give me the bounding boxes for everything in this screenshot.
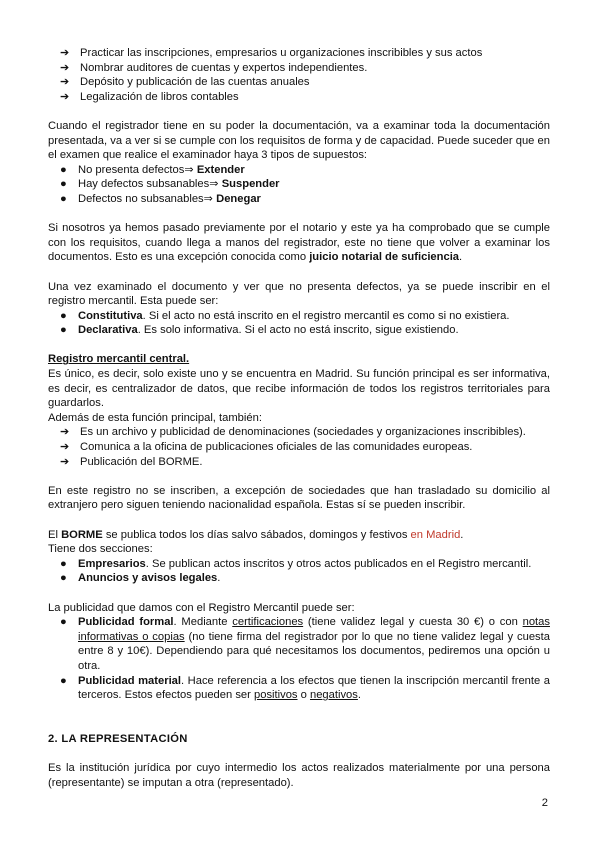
list-item: ● Hay defectos subsanables⇒ Suspender — [60, 178, 280, 191]
list-item: ● Constitutiva. Si el acto no está inscrito en el registro mercantil es como si no existiera. — [60, 309, 510, 322]
list-item: ➔ Es un archivo y publicidad de denominaciones (sociedades y organizaciones inscribibles). — [60, 426, 526, 439]
list-item: ➔ Legalización de libros contables — [60, 90, 239, 103]
heading-registro-central: Registro mercantil central. — [48, 353, 190, 366]
registro-funciones-list — [48, 425, 550, 469]
arrow-list-top — [48, 46, 550, 104]
list-item: ● Publicidad formal. Mediante certificaciones (tiene validez legal y cuesta 30 €) o con notas informativas o copias (no tiene firma del registrador por lo que no tiene validez legal y cuesta entre 8 y 10€). Dependiendo para qué necesitamos los documentos, pediremos una opción u otra. — [60, 616, 550, 672]
paragraph-representacion: Es la institución jurídica por cuyo intermedio los actos realizados materialmente por una persona (representante) se imputan a otra (representado). — [48, 762, 550, 789]
paragraph-notario: Si nosotros ya hemos pasado previamente por el notario y este ya ha comprobado que se cumple con los requisitos, cuando llega a manos del registrador, este no tiene que volver a examinar los documentos. Esto es una excepción conocida como juicio notarial de suficiencia. — [48, 222, 550, 264]
inscripcion-list — [48, 309, 550, 338]
paragraph-extranjero: En este registro no se inscriben, a excepción de sociedades que han trasladado su domicilio al extranjero pero siguen teniendo nacionalidad española. Estas sí se pueden inscribir. — [48, 484, 550, 512]
list-item: ● Defectos no subsanables⇒ Denegar — [60, 192, 261, 205]
paragraph-examen: Cuando el registrador tiene en su poder la documentación, va a examinar toda la documentación presentada, va a ver si se cumple con los requisitos de forma y de capacidad. Puede suceder que en el examen que realice el examinador haya 3 tipos de supuestos: — [48, 119, 550, 162]
section-title: 2. LA REPRESENTACIÓN — [48, 732, 188, 745]
supuestos-list — [48, 163, 550, 207]
list-item: ● Publicidad material. Hace referencia a los efectos que tienen la inscripción mercantil frente a terceros. Estos efectos pueden ser positivos o negativos. — [60, 674, 550, 702]
paragraph-borme: El BORME se publica todos los días salvo sábados, domingos y festivos en Madrid. — [48, 528, 464, 541]
paragraph-secciones: Tiene dos secciones: — [48, 543, 153, 556]
list-item: ➔ Practicar las inscripciones, empresarios u organizaciones inscribibles y sus actos — [60, 47, 483, 59]
publicidad-list — [48, 615, 550, 703]
page-number: 2 — [541, 797, 548, 809]
list-item: ➔ Comunica a la oficina de publicaciones oficiales de las comunidades europeas. — [60, 441, 473, 454]
secciones-list — [48, 557, 550, 586]
paragraph-registro-central: Es único, es decir, solo existe uno y se encuentra en Madrid. Su función principal es ser informativa, es decir, es centralizador de datos, que recibe información de todos los registros territoriales para guardarlos. — [48, 368, 550, 410]
list-item: ● Declarativa. Es solo informativa. Si el acto no está inscrito, sigue existiendo. — [60, 324, 459, 337]
list-item: ● Anuncios y avisos legales. — [60, 572, 221, 585]
paragraph-inscribir: Una vez examinado el documento y ver que no presenta defectos, ya se puede inscribir en el registro mercantil. Esta puede ser: — [48, 280, 550, 308]
list-item: ➔ Nombrar auditores de cuentas y expertos independientes. — [60, 61, 368, 74]
paragraph-publicidad: La publicidad que damos con el Registro Mercantil puede ser: — [48, 601, 355, 614]
list-item: ● No presenta defectos⇒ Extender — [60, 163, 245, 176]
list-item: ● Empresarios. Se publican actos inscritos y otros actos publicados en el Registro mercantil. — [60, 557, 532, 570]
document-page — [48, 46, 550, 790]
paragraph-ademas: Además de esta función principal, también: — [48, 411, 262, 424]
list-item: ➔ Publicación del BORME. — [60, 455, 203, 468]
list-item: ➔ Depósito y publicación de las cuentas anuales — [60, 76, 310, 89]
